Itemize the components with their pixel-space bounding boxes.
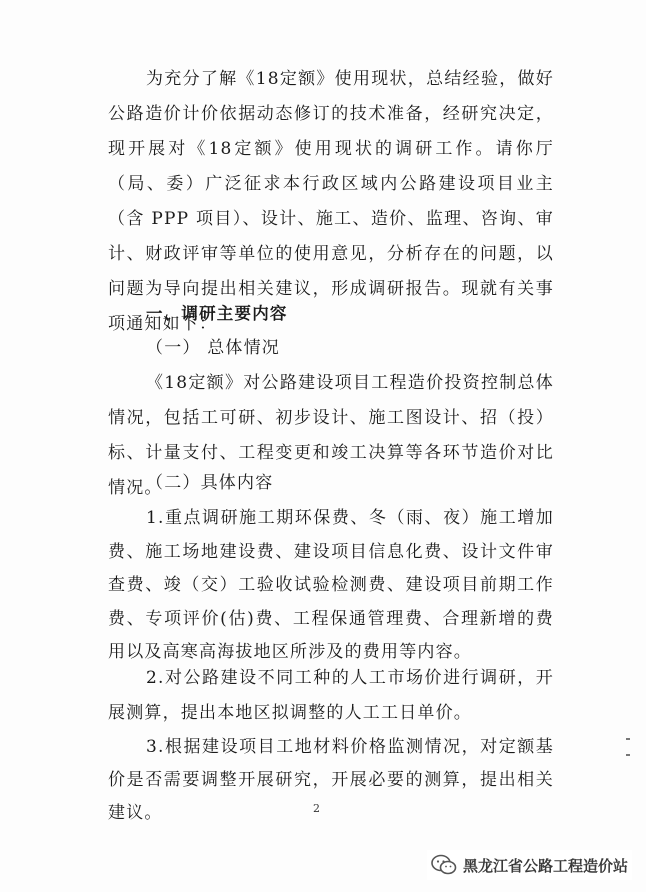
list-item-3: 3.根据建设项目工地材料价格监测情况，对定额基价是否需要调整开展研究，开展必要的测算，提出相关建议。	[108, 737, 554, 823]
overall-paragraph: 《18定额》对公路建设项目工程造价投资控制总体情况，包括工可研、初步设计、施工图设计、招（投）标、计量支付、工程变更和竣工决算等各环节造价对比情况。	[108, 373, 554, 498]
subsection-heading-overall: （一） 总体情况	[146, 338, 281, 358]
source-watermark	[427, 850, 632, 880]
list-item-1: 1.重点调研施工期环保费、冬（雨、夜）施工增加费、施工场地建设费、建设项目信息化费、设计文件审查费、竣（交）工验收试验检测费、建设项目前期工作费、专项评价(估)费、工程保通管理费、合理新增的费用以及高寒高海拔地区所涉及的费用等内容。	[108, 508, 554, 662]
watermark-text: 黑龙江省公路工程造价站	[462, 856, 628, 875]
page-number: 2	[313, 802, 320, 815]
intro-paragraph: 为充分了解《18定额》使用现状，总结经验，做好公路造价计价依据动态修订的技术准备，经研究决定，现开展对《18定额》使用现状的调研工作。请你厅（局、委）广泛征求本行政区域内公路建设项目业主（含 PPP 项目）、设计、施工、造价、监理、咨询、审计、财政评审等单位的使用意见，分析存在的问题，以问题为导向提出相关建议，形成调研报告。现就有关事项通知如下：	[108, 69, 554, 334]
section-heading: 一、调研主要内容	[146, 304, 288, 323]
list-item-2: 2.对公路建设不同工种的人工市场价进行调研，开展测算，提出本地区拟调整的人工工日单价。	[108, 668, 554, 723]
scan-margin-marks	[626, 738, 632, 778]
subsection-heading-details: （二）具体内容	[146, 473, 274, 493]
wechat-icon	[431, 854, 457, 876]
